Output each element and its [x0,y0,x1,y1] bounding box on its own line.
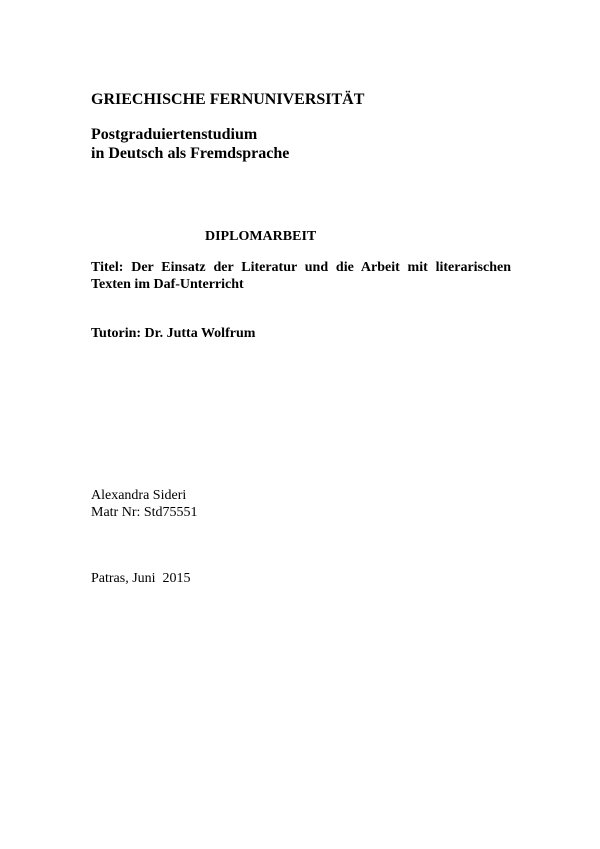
place-and-date: Patras, Juni 2015 [91,571,191,586]
document-type-heading: DIPLOMARBEIT [205,229,317,244]
matriculation-number: Matr Nr: Std75551 [91,505,198,520]
university-name: GRIECHISCHE FERNUNIVERSITÄT [91,91,365,108]
program-title-line-1: Postgraduiertenstudium [91,126,258,143]
program-title-line-2: in Deutsch als Fremdsprache [91,145,290,162]
thesis-title-line-1: Titel: Der Einsatz der Literatur und die Arbeit mit literarischen [91,260,511,275]
thesis-title-line-2: Texten im Daf-Unterricht [91,277,244,292]
thesis-title [91,259,511,293]
tutor-line: Tutorin: Dr. Jutta Wolfrum [91,326,256,341]
author-name: Alexandra Sideri [91,488,187,503]
